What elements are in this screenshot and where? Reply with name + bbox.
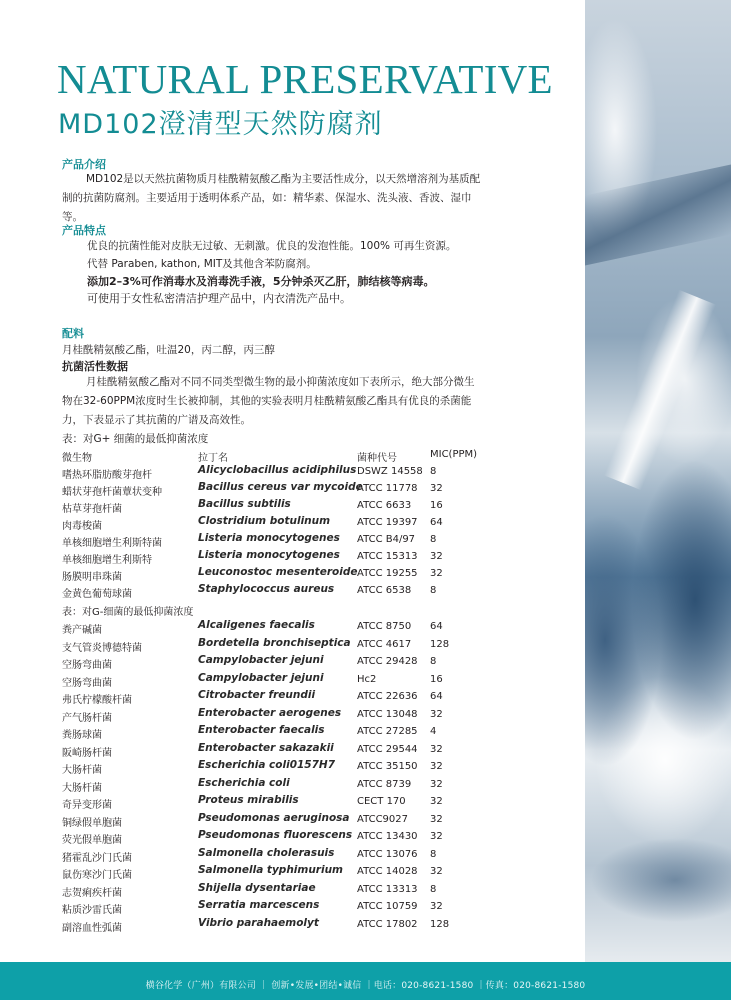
table-row	[62, 691, 492, 708]
cell-latin-name: Staphylococcus aureus	[198, 583, 335, 595]
intro-heading: 产品介绍	[62, 158, 106, 171]
cell-mic: 32	[430, 796, 443, 807]
cell-latin-name: Enterobacter sakazakii	[198, 741, 334, 754]
cell-strain-code: ATCC 14028	[357, 866, 418, 877]
cell-mic: 64	[430, 691, 443, 702]
cell-cn-name: 单核细胞增生利斯特	[62, 555, 152, 566]
title-english: NATURAL PRESERVATIVE	[57, 56, 553, 102]
cell-cn-name: 铜绿假单胞菌	[62, 817, 122, 829]
cell-strain-code: ATCC 13076	[357, 848, 418, 860]
table-row	[62, 776, 492, 796]
cell-latin-name: Alcaligenes faecalis	[198, 619, 315, 631]
title-chinese: MD102澄清型天然防腐剂	[58, 109, 383, 140]
table-row	[62, 846, 492, 866]
footer-contact-text: 横谷化学（广州）有限公司 ｜ 创新•发展•团结•诚信 ｜电话：020-8621-1580 ｜传真：020-8621-1580	[145, 981, 586, 991]
column-header: 微生物	[62, 453, 92, 464]
cell-cn-name: 弗氏柠檬酸杆菌	[62, 695, 132, 706]
cell-cn-name: 荧光假单胞菌	[62, 835, 122, 846]
cell-cn-name: 产气肠杆菌	[62, 712, 112, 724]
cell-cn-name: 嗜热环脂肪酸芽孢杆	[62, 470, 152, 481]
table-row	[62, 726, 492, 743]
cell-latin-name: Citrobacter freundii	[198, 689, 316, 701]
cell-cn-name: 鼠伤寒沙门氏菌	[62, 870, 132, 881]
photo-highlight-streak	[604, 290, 716, 490]
table-row	[62, 831, 492, 848]
cell-strain-code: ATCC 11778	[357, 483, 418, 494]
cell-mic: 32	[430, 813, 443, 825]
cell-strain-code: DSWZ 14558	[357, 466, 423, 477]
table-row	[62, 796, 492, 813]
cell-latin-name: Listeria monocytogenes	[198, 532, 340, 544]
ingredients-text: 月桂酰精氨酸乙酯，吐温20，丙二醇，丙三醇	[62, 344, 275, 356]
activity-heading: 抗菌活性数据	[62, 360, 128, 373]
table-row	[62, 866, 492, 883]
cell-cn-name: 粪肠球菌	[62, 730, 102, 741]
cell-strain-code: ATCC 19397	[357, 517, 418, 528]
cell-latin-name: Clostridium botulinum	[198, 515, 331, 527]
cell-latin-name: Vibrio parahaemolyt	[198, 916, 319, 929]
table-row	[62, 671, 492, 691]
cell-cn-name: 粪产碱菌	[62, 625, 102, 636]
gneg-table-caption: 表：对G-细菌的最低抑菌浓度	[62, 607, 194, 618]
cell-strain-code: ATCC 6538	[357, 585, 412, 596]
table-row	[62, 761, 492, 778]
cell-cn-name: 粘质沙雷氏菌	[62, 905, 122, 916]
cell-strain-code: Hc2	[357, 673, 377, 685]
cell-latin-name: Bacillus subtilis	[198, 498, 291, 510]
cell-latin-name: Campylobacter jejuni	[198, 671, 324, 684]
cell-latin-name: Enterobacter aerogenes	[198, 706, 342, 719]
feature-item: 优良的抗菌性能对皮肤无过敏、无刺激。优良的发泡性能。100% 可再生资源。	[87, 240, 457, 252]
cell-cn-name: 单核细胞增生利斯特菌	[62, 538, 162, 549]
cell-mic: 32	[430, 708, 443, 720]
table-row	[62, 901, 492, 918]
cell-cn-name: 金黄色葡萄球菌	[62, 589, 132, 600]
cell-latin-name: Escherichia coli	[198, 776, 290, 789]
cell-cn-name: 副溶血性弧菌	[62, 922, 122, 934]
cell-mic: 32	[430, 551, 443, 562]
cell-latin-name: Leuconostoc mesenteroide	[198, 566, 358, 578]
table-row	[62, 621, 492, 638]
cell-strain-code: ATCC 17802	[357, 918, 418, 930]
cell-cn-name: 阪崎肠杆菌	[62, 747, 112, 759]
cell-mic: 128	[430, 918, 450, 930]
cell-cn-name: 支气管炎博德特菌	[62, 642, 142, 654]
features-heading: 产品特点	[62, 224, 106, 237]
activity-text: 月桂酰精氨酸乙酯对不同不同类型微生物的最小抑菌浓度如下表所示，绝大部分微生物在32-60PPM浓度时生长被抑制，其他的实验表明月桂酰精氨酸乙酯具有优良的杀菌能力，下表显示了其抗菌的广谱及高效性。	[62, 376, 475, 426]
cell-strain-code: ATCC 13313	[357, 883, 418, 895]
decorative-glassware-photo	[585, 0, 731, 962]
cell-cn-name: 大肠杆菌	[62, 765, 102, 776]
column-header: MIC(PPM)	[430, 449, 478, 460]
cell-cn-name: 肠膜明串珠菌	[62, 572, 122, 583]
cell-strain-code: ATCC 19255	[357, 568, 418, 579]
cell-strain-code: ATCC 6633	[357, 500, 412, 511]
cell-mic: 32	[430, 866, 443, 877]
cell-latin-name: Campylobacter jejuni	[198, 654, 324, 666]
cell-strain-code: ATCC 35150	[357, 761, 418, 772]
cell-mic: 32	[430, 778, 443, 790]
cell-latin-name: Serratia marcescens	[198, 899, 320, 911]
cell-strain-code: ATCC9027	[357, 813, 409, 825]
cell-mic: 64	[430, 621, 443, 632]
cell-strain-code: ATCC 13048	[357, 708, 418, 720]
gneg-table-caption-row	[62, 603, 492, 620]
cell-cn-name: 猪霍乱沙门氏菌	[62, 852, 132, 864]
cell-latin-name: Bordetella bronchiseptica	[198, 636, 351, 649]
cell-mic: 4	[430, 726, 437, 737]
table-row	[62, 656, 492, 673]
cell-cn-name: 肉毒梭菌	[62, 521, 102, 532]
cell-cn-name: 枯草芽孢杆菌	[62, 504, 122, 515]
cell-cn-name: 志贺痢疾杆菌	[62, 887, 122, 899]
cell-strain-code: ATCC 8750	[357, 621, 412, 632]
table-row	[62, 585, 492, 602]
cell-cn-name: 奇异变形菌	[62, 800, 112, 811]
cell-latin-name: Alicyclobacillus acidiphilus	[198, 464, 357, 476]
cell-mic: 8	[430, 466, 437, 477]
footer-bar	[0, 962, 731, 1000]
column-header: 菌种代号	[357, 453, 397, 464]
cell-mic: 16	[430, 673, 443, 685]
cell-strain-code: ATCC 29544	[357, 743, 418, 755]
cell-latin-name: Salmonella cholerasuis	[198, 846, 335, 859]
cell-cn-name: 蜡状芽孢杆菌蕈状变种	[62, 487, 162, 498]
cell-strain-code: CECT 170	[357, 796, 406, 807]
cell-strain-code: ATCC 4617	[357, 638, 412, 650]
cell-mic: 32	[430, 831, 443, 842]
cell-mic: 32	[430, 483, 443, 494]
cell-mic: 8	[430, 883, 437, 895]
column-header: 拉丁名	[198, 453, 228, 464]
cell-mic: 8	[430, 534, 437, 545]
cell-strain-code: ATCC 27285	[357, 726, 418, 737]
cell-latin-name: Bacillus cereus var mycoide	[198, 481, 363, 493]
cell-cn-name: 大肠杆菌	[62, 782, 102, 794]
table-row	[62, 741, 492, 761]
cell-mic: 128	[430, 638, 450, 650]
table-row	[62, 916, 492, 936]
cell-mic: 32	[430, 568, 443, 579]
cell-mic: 32	[430, 761, 443, 772]
feature-item: 可使用于女性私密清洁护理产品中，内衣清洗产品中。	[87, 292, 351, 305]
cell-latin-name: Escherichia coli0157H7	[198, 759, 336, 771]
cell-mic: 8	[430, 656, 437, 667]
cell-latin-name: Pseudomonas aeruginosa	[198, 811, 350, 824]
cell-mic: 64	[430, 517, 443, 528]
intro-text: MD102是以天然抗菌物质月桂酰精氨酸乙酯为主要活性成分，以天然增溶剂为基质配制的抗菌防腐剂。主要适用于透明体系产品，如：精华素、保湿水、洗头液、香波、湿巾等。	[62, 173, 481, 223]
table-row	[62, 636, 492, 656]
cell-cn-name: 空肠弯曲菌	[62, 660, 112, 671]
cell-strain-code: ATCC 22636	[357, 691, 418, 702]
cell-latin-name: Listeria monocytogenes	[198, 549, 340, 561]
cell-strain-code: ATCC 8739	[357, 778, 412, 790]
cell-cn-name: 空肠弯曲菌	[62, 677, 112, 689]
cell-mic: 32	[430, 743, 443, 755]
photo-highlight-band	[585, 164, 731, 265]
cell-strain-code: ATCC 13430	[357, 831, 418, 842]
table-row	[62, 811, 492, 831]
cell-mic: 8	[430, 848, 437, 860]
cell-mic: 32	[430, 901, 443, 912]
cell-strain-code: ATCC B4/97	[357, 534, 416, 545]
table-row	[62, 881, 492, 901]
cell-strain-code: ATCC 10759	[357, 901, 418, 912]
feature-item: 添加2–3%可作消毒水及消毒洗手液，5分钟杀灭乙肝，肺结核等病毒。	[87, 275, 435, 288]
table-row	[62, 706, 492, 726]
cell-latin-name: Shijella dysentariae	[198, 881, 316, 894]
cell-mic: 8	[430, 585, 437, 596]
ingredients-heading: 配料	[62, 327, 84, 340]
cell-latin-name: Salmonella typhimurium	[198, 864, 344, 876]
cell-latin-name: Pseudomonas fluorescens	[198, 829, 353, 841]
cell-mic: 16	[430, 500, 443, 511]
cell-strain-code: ATCC 15313	[357, 551, 418, 562]
cell-strain-code: ATCC 29428	[357, 656, 418, 667]
gpos-table-caption: 表：对G+ 细菌的最低抑菌浓度	[62, 433, 209, 445]
feature-item: 代替 Paraben, kathon, MIT及其他含苯防腐剂。	[87, 258, 317, 270]
cell-latin-name: Enterobacter faecalis	[198, 724, 325, 736]
cell-latin-name: Proteus mirabilis	[198, 794, 299, 806]
